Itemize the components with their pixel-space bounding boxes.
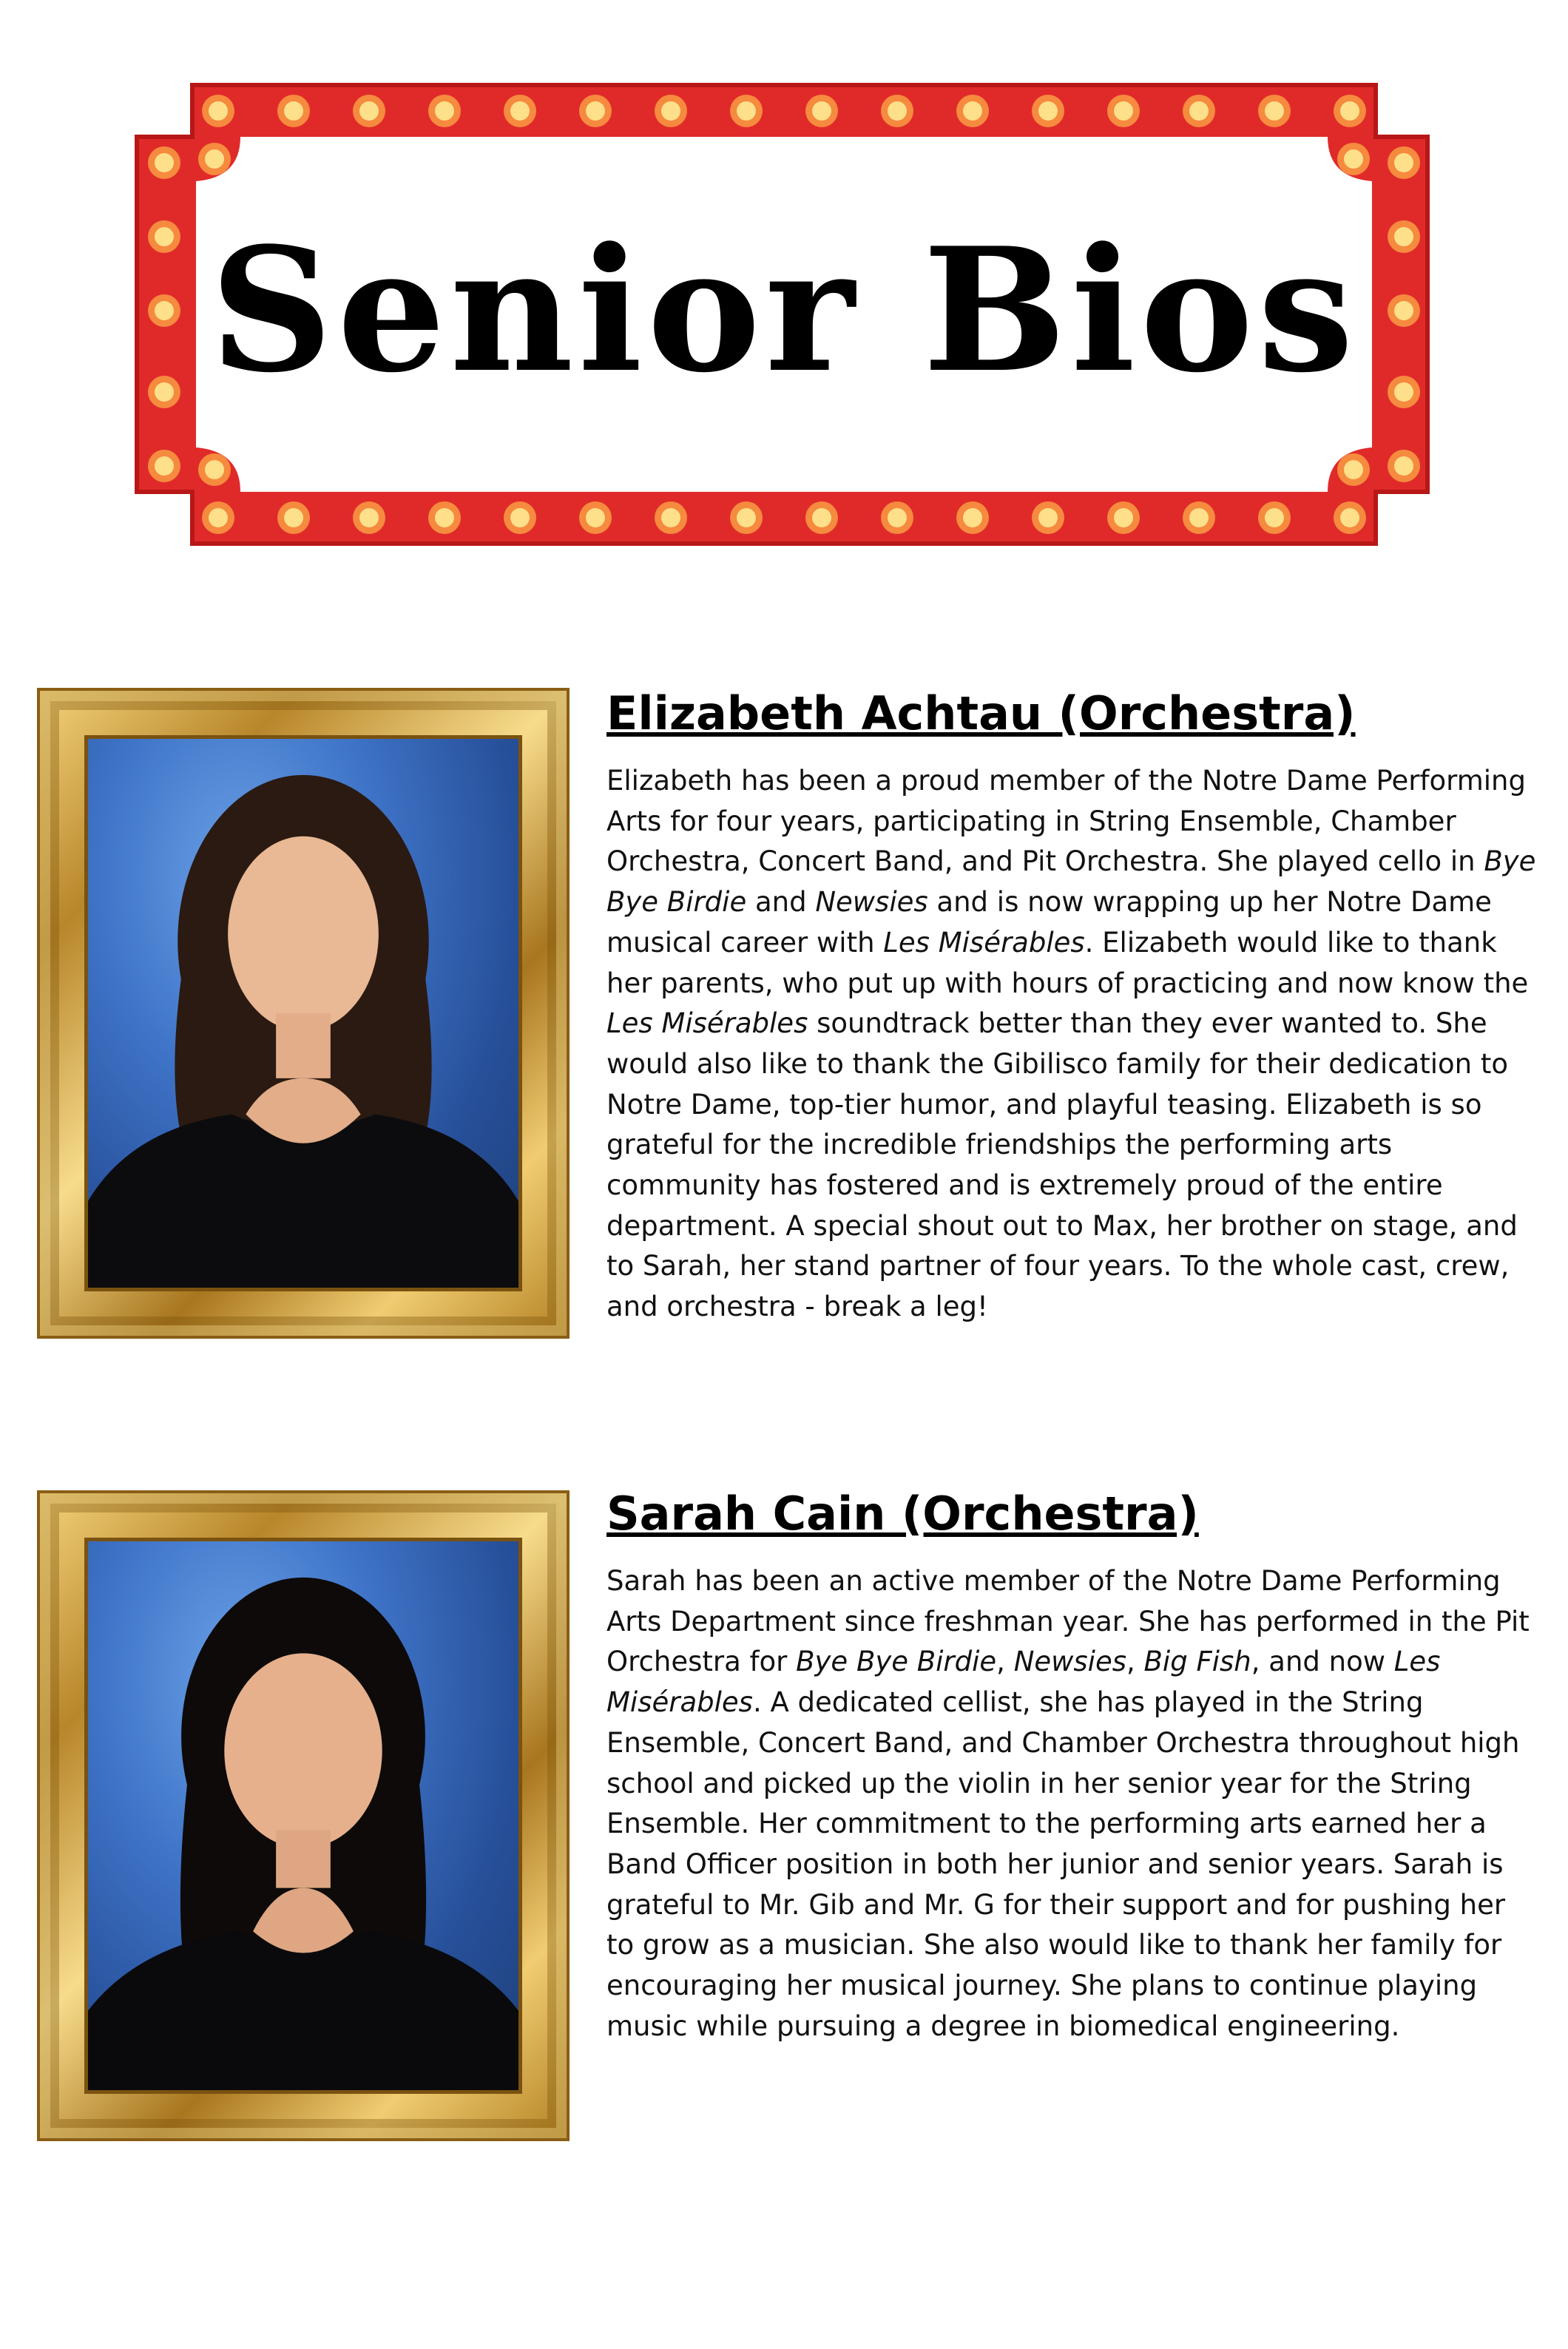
bio-text-run: and [746,886,816,919]
marquee-bulb [209,508,228,527]
bio-text-italic: Bye Bye Birdie [606,845,1536,919]
marquee-bulb [435,101,454,121]
marquee-bulb [1265,101,1284,121]
bio-name-2: Sarah Cain (Orchestra) [606,1487,1199,1541]
marquee-bulb [209,101,228,121]
marquee-bulb [737,508,756,527]
marquee-bulb [1265,508,1284,527]
bio-name-1: Elizabeth Achtau (Orchestra) [606,686,1356,740]
marquee-bulb [661,508,680,527]
bio-1 [606,684,1538,1328]
bio-text-2 [606,1561,1538,2046]
marquee-bulb [1394,456,1413,476]
marquee-bulb [963,508,982,527]
marquee-bulb [586,101,605,121]
marquee-bulb [737,101,756,121]
portrait-silhouette-1 [88,739,518,1288]
marquee-bulb [812,101,831,121]
marquee-bulb [1340,508,1359,527]
marquee-bulb [812,508,831,527]
marquee-bulb [1344,149,1363,169]
page-title: Senior Bios [209,211,1359,410]
marquee-bulb [155,456,174,476]
marquee-bulb [435,508,454,527]
marquee-bulb [1114,508,1133,527]
marquee-bulb [1344,460,1363,479]
bio-text-run: , [996,1646,1014,1678]
bio-text-run: Elizabeth has been a proud member of the Notre Dame Performing Arts for four years, participating in String Ensemble, Chamber Orchestra, Concert Band, and Pit Orchestra. She played cello in [606,765,1526,878]
marquee-bulb [1038,508,1058,527]
bio-text-italic: Big Fish [1143,1646,1251,1678]
bio-2 [606,1484,1538,2046]
marquee-bulb [205,149,224,169]
marquee-header [0,0,1568,592]
marquee-bulb [359,101,379,121]
marquee-bulb [888,508,907,527]
marquee-bulb [510,101,530,121]
marquee-bulb [1189,101,1209,121]
bio-text-1 [606,761,1538,1328]
bio-text-italic: Newsies [815,886,928,919]
marquee-bulb [205,460,224,479]
portrait-photo-2 [84,1538,522,2094]
bio-text-run: Sarah has been an active member of the Notre Dame Performing Arts Department since freshman year. She has performed in the Pit Orchestra for [606,1565,1530,1678]
portrait-frame-1 [37,688,570,1339]
bio-text-italic: Les Misérables [606,1007,808,1040]
marquee-bulb [1394,153,1413,172]
bio-text-run: . Elizabeth would like to thank her parents, who put up with hours of practicing and now know the [606,926,1529,999]
bio-text-italic: Newsies [1013,1646,1127,1678]
bio-text-italic: Bye Bye Birdie [796,1646,997,1678]
marquee-bulb [284,101,303,121]
marquee-bulb [1189,508,1209,527]
marquee-bulb [1038,101,1058,121]
marquee-bulb [1114,101,1133,121]
marquee-bulb [359,508,379,527]
bio-text-italic: Les Misérables [883,926,1085,959]
marquee-bulb [661,101,680,121]
bio-text-run: . A dedicated cellist, she has played in the String Ensemble, Concert Band, and Chamber Orchestra throughout high school and picked up the violin in her senior year for the String Ensemble. Her commitment to the performing arts earned her a Band Officer position in both her junior and senior years. Sarah is grateful to Mr. Gib and Mr. G for their support and for pushing her to grow as a musician. She also would like to thank her family for encouraging her musical journey. She plans to continue playing music while pursuing a degree in biomedical engineering. [606,1686,1520,2042]
marquee-bulb [284,508,303,527]
bio-text-run: and is now wrapping up her Notre Dame musical career with [606,886,1492,959]
marquee-bulb [155,153,174,172]
portrait-frame-2 [37,1490,570,2141]
bio-text-italic: Les Misérables [606,1646,1441,1719]
marquee-bulb [888,101,907,121]
bio-text-run: , and now [1251,1646,1394,1678]
marquee-bulb [963,101,982,121]
marquee-bulb [586,508,605,527]
portrait-silhouette-2 [88,1541,518,2090]
bio-text-run: soundtrack better than they ever wanted to. She would also like to thank the Gibilisco family for their dedication to Notre Dame, top-tier humor, and playful teasing. Elizabeth is so grateful for the incredible friendships the performing arts community has fostered and is extremely proud of the entire department. A special shout out to Max, her brother on stage, and to Sarah, her stand partner of four years. To the whole cast, crew, and orchestra - break a leg! [606,1007,1518,1323]
marquee-bulb [1340,101,1359,121]
portrait-photo-1 [84,735,522,1291]
marquee-bulb [510,508,530,527]
bio-text-run: , [1126,1646,1144,1678]
